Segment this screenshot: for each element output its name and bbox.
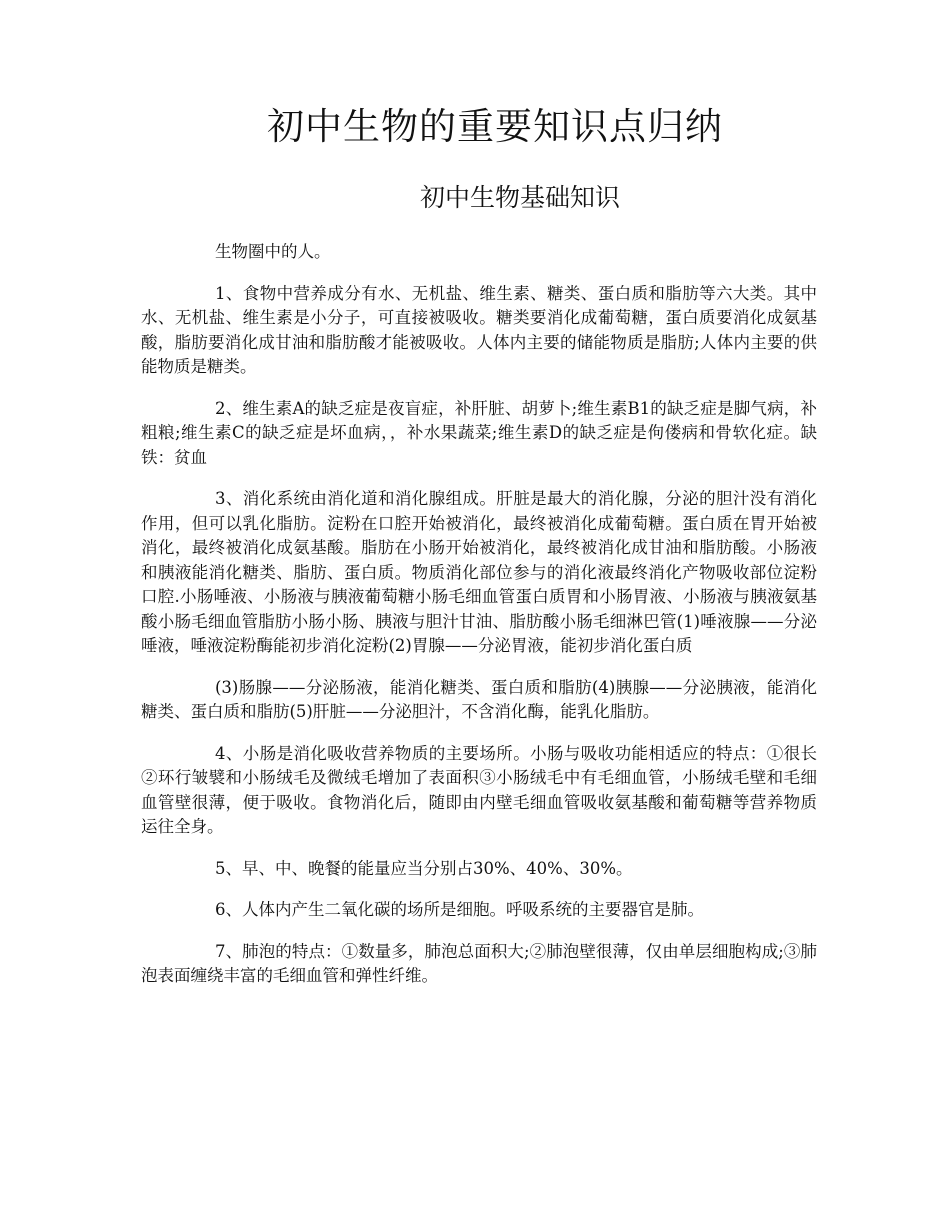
paragraph-intro: 生物圈中的人。 bbox=[215, 242, 331, 261]
paragraph-7: 7、肺泡的特点：①数量多，肺泡总面积大;②肺泡壁很薄，仅由单层细胞构成;③肺泡表面缠绕丰富的毛细血管和弹性纤维。 bbox=[141, 941, 817, 985]
paragraph-2: 2、维生素A的缺乏症是夜盲症，补肝脏、胡萝卜;维生素B1的缺乏症是脚气病，补粗粮;维生素C的缺乏症是坏血病，，补水果蔬菜;维生素D的缺乏症是佝偻病和骨软化症。缺铁：贫血 bbox=[141, 398, 817, 467]
paragraph-6: 6、人体内产生二氧化碳的场所是细胞。呼吸系统的主要器官是肺。 bbox=[215, 900, 704, 919]
document-body bbox=[141, 240, 817, 1006]
document-title: 初中生物的重要知识点归纳 bbox=[267, 105, 723, 148]
paragraph-4: 4、小肠是消化吸收营养物质的主要场所。小肠与吸收功能相适应的特点：①很长②环行皱襞和小肠绒毛及微绒毛增加了表面积③小肠绒毛中有毛细血管，小肠绒毛壁和毛细血管壁很薄，便于吸收。食物消化后，随即由内壁毛细血管吸收氨基酸和葡萄糖等营养物质运往全身。 bbox=[141, 743, 817, 836]
document-subtitle: 初中生物基础知识 bbox=[419, 183, 620, 212]
paragraph-5: 5、早、中、晚餐的能量应当分别占30%、40%、30%。 bbox=[215, 858, 633, 878]
paragraph-3-continued: (3)肠腺——分泌肠液，能消化糖类、蛋白质和脂肪(4)胰腺——分泌胰液，能消化糖类、蛋白质和脂肪(5)肝脏——分泌胆汁，不含消化酶，能乳化脂肪。 bbox=[141, 677, 817, 721]
paragraph-1: 1、食物中营养成分有水、无机盐、维生素、糖类、蛋白质和脂肪等六大类。其中水、无机盐、维生素是小分子，可直接被吸收。糖类要消化成葡萄糖，蛋白质要消化成氨基酸，脂肪要消化成甘油和脂肪酸才能被吸收。人体内主要的储能物质是脂肪;人体内主要的供能物质是糖类。 bbox=[141, 283, 817, 376]
paragraph-3: 3、消化系统由消化道和消化腺组成。肝脏是最大的消化腺，分泌的胆汁没有消化作用，但可以乳化脂肪。淀粉在口腔开始被消化，最终被消化成葡萄糖。蛋白质在胃开始被消化，最终被消化成氨基酸。脂肪在小肠开始被消化，最终被消化成甘油和脂肪酸。小肠液和胰液能消化糖类、脂肪、蛋白质。物质消化部位参与的消化液最终消化产物吸收部位淀粉口腔.小肠唾液、小肠液与胰液葡萄糖小肠毛细血管蛋白质胃和小肠胃液、小肠液与胰液氨基酸小肠毛细血管脂肪小肠小肠、胰液与胆汁甘油、脂肪酸小肠毛细淋巴管(1)唾液腺——分泌唾液，唾液淀粉酶能初步消化淀粉(2)胃腺——分泌胃液，能初步消化蛋白质 bbox=[141, 489, 817, 655]
